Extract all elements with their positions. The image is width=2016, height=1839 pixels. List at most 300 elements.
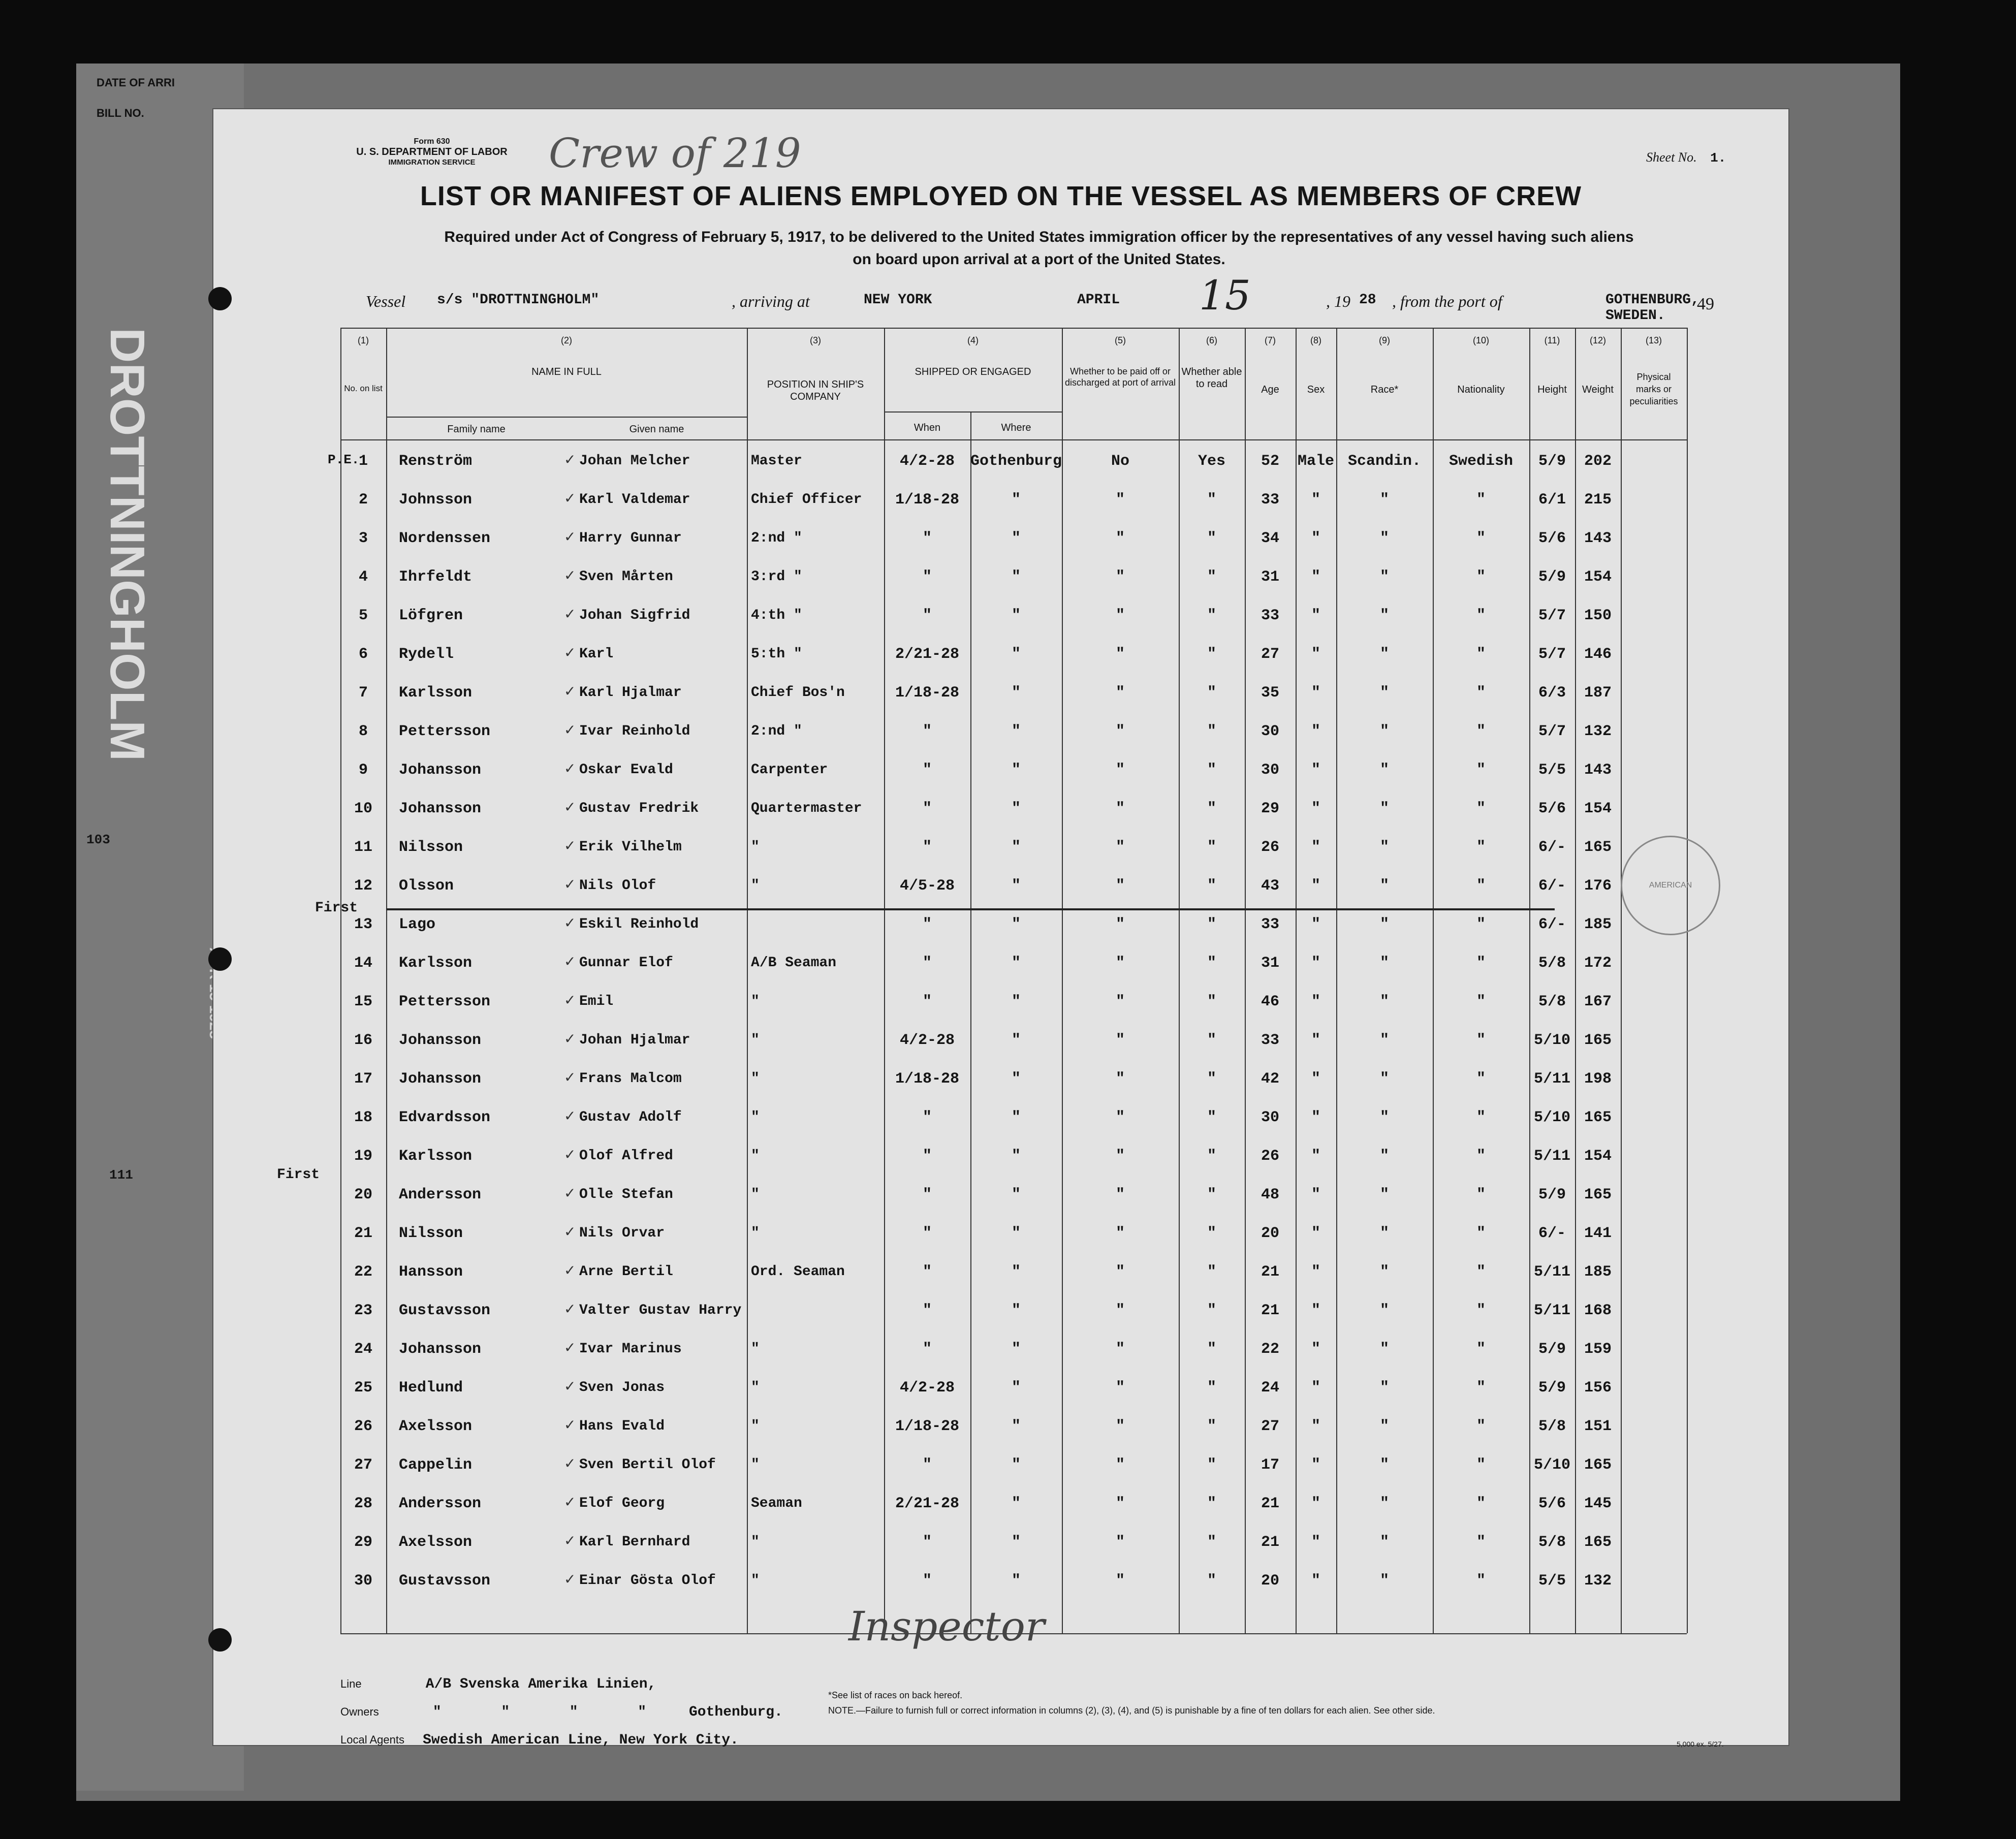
position-cell: " — [751, 1418, 760, 1434]
age-cell: 30 — [1261, 762, 1279, 779]
family-name-cell: Edvardsson — [399, 1109, 491, 1126]
race-cell: " — [1379, 877, 1389, 895]
sex-cell: " — [1311, 1495, 1320, 1512]
height-cell: 6/1 — [1538, 491, 1566, 509]
weight-cell: 165 — [1584, 1109, 1612, 1126]
able-to-read-cell: " — [1207, 1032, 1216, 1049]
col-number: (7) — [1265, 335, 1276, 345]
header-height: Height — [1537, 384, 1567, 395]
row16-margin-note: 111 — [109, 1167, 133, 1183]
family-name-cell: Hedlund — [399, 1379, 463, 1397]
sex-cell: " — [1311, 1032, 1320, 1049]
race-cell: " — [1379, 646, 1389, 663]
vessel-label: Vessel — [366, 292, 406, 310]
weight-cell: 167 — [1584, 993, 1612, 1010]
family-name-cell: Löfgren — [399, 607, 463, 624]
shipped-when-cell: 2/21-28 — [895, 1495, 960, 1512]
given-name-cell: Oskar Evald — [579, 762, 673, 778]
nationality-cell: " — [1476, 1225, 1486, 1242]
owners-label: Owners — [340, 1705, 379, 1718]
weight-cell: 154 — [1584, 1148, 1612, 1165]
nationality-cell: " — [1476, 800, 1486, 817]
family-name-cell: Gustavsson — [399, 1572, 491, 1590]
age-cell: 31 — [1261, 568, 1279, 586]
nationality-cell: " — [1476, 1263, 1486, 1281]
weight-cell: 154 — [1584, 568, 1612, 586]
header-family-name: Family name — [447, 424, 506, 435]
footer-line-row — [340, 1676, 656, 1692]
col-divider — [386, 328, 387, 1633]
given-name-cell: Karl Valdemar — [579, 492, 690, 508]
checkmark-icon: ✓ — [564, 451, 576, 468]
row-number-cell: 17 — [354, 1070, 372, 1088]
col-number: (3) — [810, 335, 821, 345]
paid-off-cell: " — [1115, 1572, 1125, 1590]
checkmark-icon: ✓ — [564, 567, 576, 584]
nationality-cell: " — [1476, 1418, 1486, 1435]
weight-cell: 165 — [1584, 1186, 1612, 1203]
col-divider — [1179, 328, 1180, 1633]
sex-cell: " — [1311, 684, 1320, 702]
age-cell: 33 — [1261, 1032, 1279, 1049]
sex-cell: " — [1311, 1379, 1320, 1397]
shipped-where-cell: " — [1011, 916, 1021, 933]
col-divider — [747, 328, 748, 1633]
given-name-cell: Olle Stefan — [579, 1187, 673, 1202]
sex-cell: " — [1311, 1302, 1320, 1319]
family-name-cell: Cappelin — [399, 1456, 472, 1474]
row-number-cell: 1 — [358, 453, 368, 470]
nationality-cell: " — [1476, 1109, 1486, 1126]
shipped-where-cell: " — [1011, 1379, 1021, 1397]
header-weight: Weight — [1582, 384, 1614, 395]
checkmark-icon: ✓ — [564, 644, 576, 661]
race-cell: Scandin. — [1347, 453, 1422, 470]
checkmark-icon: ✓ — [564, 1455, 576, 1472]
family-name-cell: Johnsson — [399, 491, 472, 509]
able-to-read-cell: " — [1207, 877, 1216, 895]
col-number: (9) — [1379, 335, 1390, 345]
weight-cell: 154 — [1584, 800, 1612, 817]
shipped-where-cell: " — [1011, 800, 1021, 817]
family-name-cell: Olsson — [399, 877, 454, 895]
paid-off-cell: " — [1115, 646, 1125, 663]
sex-cell: " — [1311, 491, 1320, 509]
shipped-where-cell: " — [1011, 723, 1021, 740]
sex-cell: " — [1311, 530, 1320, 547]
strikethrough-line — [386, 908, 1555, 910]
height-cell: 5/7 — [1538, 723, 1566, 740]
shipped-where-cell: " — [1011, 568, 1021, 586]
header-name-in-full: NAME IN FULL — [531, 366, 602, 377]
paid-off-cell: " — [1115, 1148, 1125, 1165]
checkmark-icon: ✓ — [564, 1532, 576, 1549]
shipped-when-cell: 1/18-28 — [895, 1418, 960, 1435]
family-name-cell: Karlsson — [399, 1148, 472, 1165]
sex-cell: " — [1311, 993, 1320, 1010]
able-to-read-cell: " — [1207, 1572, 1216, 1590]
col-number: (5) — [1115, 335, 1126, 345]
arrival-month: APRIL — [1077, 292, 1120, 308]
shipped-when-cell: 4/2-28 — [899, 1379, 955, 1397]
position-cell: " — [751, 1457, 760, 1473]
given-name-cell: Ivar Reinhold — [579, 723, 690, 739]
height-cell: 6/- — [1538, 916, 1566, 933]
nationality-cell: " — [1476, 839, 1486, 856]
row-number-cell: 11 — [354, 839, 372, 856]
race-cell: " — [1379, 530, 1389, 547]
paid-off-cell: " — [1115, 1225, 1125, 1242]
checkmark-icon: ✓ — [564, 914, 576, 931]
weight-cell: 172 — [1584, 955, 1612, 972]
print-info: 5,000 ex. 5/27. — [1677, 1740, 1724, 1748]
header-position: POSITION IN SHIP'S COMPANY — [767, 379, 864, 402]
sex-cell: " — [1311, 1418, 1320, 1435]
weight-cell: 132 — [1584, 723, 1612, 740]
shipped-when-cell: " — [922, 1263, 932, 1281]
row-number-cell: 26 — [354, 1418, 372, 1435]
age-cell: 30 — [1261, 1109, 1279, 1126]
sex-cell: " — [1311, 1109, 1320, 1126]
position-cell: Chief Bos'n — [751, 685, 845, 701]
header-sex: Sex — [1307, 384, 1325, 395]
checkmark-icon: ✓ — [564, 1339, 576, 1356]
height-cell: 5/6 — [1538, 530, 1566, 547]
checkmark-icon: ✓ — [564, 528, 576, 545]
able-to-read-cell: " — [1207, 1534, 1216, 1551]
shipped-when-cell: " — [922, 1148, 932, 1165]
position-cell: Chief Officer — [751, 492, 862, 508]
age-cell: 33 — [1261, 491, 1279, 509]
able-to-read-cell: " — [1207, 530, 1216, 547]
checkmark-icon: ✓ — [564, 1378, 576, 1394]
race-cell: " — [1379, 1263, 1389, 1281]
header-paid-off: Whether to be paid off or discharged at port of arrival — [1064, 366, 1176, 388]
weight-cell: 185 — [1584, 916, 1612, 933]
family-name-cell: Axelsson — [399, 1418, 472, 1435]
age-cell: 29 — [1261, 800, 1279, 817]
shipped-where-cell: " — [1011, 1302, 1021, 1319]
paid-off-cell: " — [1115, 800, 1125, 817]
agents-label: Local Agents — [340, 1733, 404, 1746]
race-cell: " — [1379, 955, 1389, 972]
shipped-where-cell: " — [1011, 1032, 1021, 1049]
age-cell: 30 — [1261, 723, 1279, 740]
family-name-cell: Andersson — [399, 1495, 482, 1512]
pe-marker: P.E. — [328, 452, 360, 467]
shipped-where-cell: " — [1011, 607, 1021, 624]
form-number: Form 630 — [414, 137, 450, 146]
table-right-border — [1687, 328, 1688, 1633]
paid-off-cell: " — [1115, 530, 1125, 547]
family-name-cell: Nilsson — [399, 1225, 463, 1242]
family-name-cell: Rydell — [399, 646, 454, 663]
position-cell: Carpenter — [751, 762, 828, 778]
checkmark-icon: ✓ — [564, 1069, 576, 1086]
able-to-read-cell: " — [1207, 993, 1216, 1010]
weight-cell: 143 — [1584, 530, 1612, 547]
nationality-cell: " — [1476, 1456, 1486, 1474]
position-cell: " — [751, 1573, 760, 1589]
underlying-vessel-name: DROTTNINGHOLM — [100, 328, 154, 762]
weight-cell: 165 — [1584, 1032, 1612, 1049]
height-cell: 5/9 — [1538, 1186, 1566, 1203]
paid-off-cell: " — [1115, 762, 1125, 779]
sex-cell: " — [1311, 607, 1320, 624]
race-cell: " — [1379, 1379, 1389, 1397]
shipped-when-cell: " — [922, 800, 932, 817]
shipped-where-cell: " — [1011, 1263, 1021, 1281]
row-number-cell: 4 — [358, 568, 368, 586]
weight-cell: 151 — [1584, 1418, 1612, 1435]
able-to-read-cell: " — [1207, 1225, 1216, 1242]
race-cell: " — [1379, 491, 1389, 509]
checkmark-icon: ✓ — [564, 1262, 576, 1279]
from-label: , from the port of — [1392, 292, 1502, 310]
able-to-read-cell: " — [1207, 1263, 1216, 1281]
checkmark-icon: ✓ — [564, 490, 576, 506]
race-cell: " — [1379, 1070, 1389, 1088]
weight-cell: 168 — [1584, 1302, 1612, 1319]
shipped-when-cell: 1/18-28 — [895, 684, 960, 702]
page-number: 49 — [1697, 295, 1714, 313]
weight-cell: 187 — [1584, 684, 1612, 702]
age-cell: 21 — [1261, 1302, 1279, 1319]
shipped-where-cell: " — [1011, 491, 1021, 509]
age-cell: 33 — [1261, 916, 1279, 933]
shipped-when-cell: " — [922, 723, 932, 740]
shipped-when-cell: " — [922, 993, 932, 1010]
height-cell: 5/10 — [1533, 1456, 1570, 1474]
family-name-cell: Axelsson — [399, 1534, 472, 1551]
col-number: (1) — [358, 335, 369, 345]
shipped-when-cell: " — [922, 1302, 932, 1319]
age-cell: 43 — [1261, 877, 1279, 895]
checkmark-icon: ✓ — [564, 760, 576, 777]
shipped-where-cell: " — [1011, 1148, 1021, 1165]
shipped-where-cell: " — [1011, 762, 1021, 779]
able-to-read-cell: " — [1207, 491, 1216, 509]
position-cell: 4:th " — [751, 608, 802, 623]
able-to-read-cell: " — [1207, 916, 1216, 933]
shipped-when-cell: " — [922, 1225, 932, 1242]
given-name-cell: Nils Olof — [579, 878, 656, 894]
sheet-label: Sheet No. — [1646, 150, 1697, 165]
weight-cell: 143 — [1584, 762, 1612, 779]
shipped-when-cell: " — [922, 1109, 932, 1126]
vessel-name: s/s "DROTTNINGHOLM" — [437, 292, 600, 308]
able-to-read-cell: " — [1207, 1109, 1216, 1126]
shipped-when-cell: 4/5-28 — [899, 877, 955, 895]
height-cell: 5/11 — [1533, 1302, 1570, 1319]
able-to-read-cell: " — [1207, 723, 1216, 740]
race-cell: " — [1379, 723, 1389, 740]
nationality-cell: " — [1476, 877, 1486, 895]
age-cell: 22 — [1261, 1341, 1279, 1358]
row12-first-note: First — [315, 900, 358, 916]
height-cell: 6/3 — [1538, 684, 1566, 702]
nationality-cell: Swedish — [1448, 453, 1514, 470]
row-number-cell: 6 — [358, 646, 368, 663]
given-name-cell: Arne Bertil — [579, 1264, 673, 1280]
line-label: Line — [340, 1677, 362, 1690]
checkmark-icon: ✓ — [564, 1107, 576, 1124]
weight-cell: 146 — [1584, 646, 1612, 663]
shipped-where-cell: " — [1011, 955, 1021, 972]
weight-cell: 159 — [1584, 1341, 1612, 1358]
age-cell: 52 — [1261, 453, 1279, 470]
race-cell: " — [1379, 800, 1389, 817]
able-to-read-cell: " — [1207, 684, 1216, 702]
row-number-cell: 19 — [354, 1148, 372, 1165]
shipped-when-cell: " — [922, 839, 932, 856]
given-name-cell: Gustav Fredrik — [579, 801, 699, 816]
age-cell: 35 — [1261, 684, 1279, 702]
shipped-where-cell: " — [1011, 1534, 1021, 1551]
able-to-read-cell: " — [1207, 800, 1216, 817]
height-cell: 6/- — [1538, 877, 1566, 895]
shipped-where-cell: " — [1011, 1572, 1021, 1590]
given-name-cell: Ivar Marinus — [579, 1341, 682, 1357]
family-name-cell: Gustavsson — [399, 1302, 491, 1319]
paid-off-cell: " — [1115, 1302, 1125, 1319]
shipped-when-cell: " — [922, 1534, 932, 1551]
inspection-stamp: AMERICAN — [1621, 836, 1720, 935]
age-cell: 27 — [1261, 646, 1279, 663]
given-name-cell: Emil — [579, 994, 614, 1009]
shipped-where-cell: " — [1011, 646, 1021, 663]
nationality-cell: " — [1476, 1341, 1486, 1358]
sex-cell: " — [1311, 568, 1320, 586]
position-cell: " — [751, 1341, 760, 1357]
sex-cell: " — [1311, 955, 1320, 972]
sex-cell: " — [1311, 723, 1320, 740]
given-name-cell: Harry Gunnar — [579, 530, 682, 546]
able-to-read-cell: " — [1207, 1186, 1216, 1203]
height-cell: 5/9 — [1538, 568, 1566, 586]
height-cell: 5/9 — [1538, 1341, 1566, 1358]
name-subheader-line — [386, 417, 747, 418]
given-name-cell: Sven Mårten — [579, 569, 673, 585]
family-name-cell: Johansson — [399, 1032, 482, 1049]
weight-cell: 145 — [1584, 1495, 1612, 1512]
shipped-when-cell: " — [922, 1341, 932, 1358]
age-cell: 21 — [1261, 1495, 1279, 1512]
table-left-border — [340, 328, 341, 1633]
shipped-subheader-line — [884, 411, 1062, 413]
race-cell: " — [1379, 1341, 1389, 1358]
age-cell: 34 — [1261, 530, 1279, 547]
family-name-cell: Ihrfeldt — [399, 568, 472, 586]
age-cell: 24 — [1261, 1379, 1279, 1397]
sheet-value: 1. — [1710, 150, 1726, 166]
nationality-cell: " — [1476, 684, 1486, 702]
shipped-when-cell: 2/21-28 — [895, 646, 960, 663]
underlying-bill-label: BILL NO. — [97, 107, 144, 119]
able-to-read-cell: " — [1207, 1070, 1216, 1088]
nationality-cell: " — [1476, 491, 1486, 509]
paid-off-cell: " — [1115, 1418, 1125, 1435]
race-cell: " — [1379, 1148, 1389, 1165]
paid-off-cell: " — [1115, 1456, 1125, 1474]
row-number-cell: 10 — [354, 800, 372, 817]
able-to-read-cell: " — [1207, 839, 1216, 856]
col-divider — [1062, 328, 1063, 1633]
race-cell: " — [1379, 1186, 1389, 1203]
position-cell: 5:th " — [751, 646, 802, 662]
weight-cell: 132 — [1584, 1572, 1612, 1590]
nationality-cell: " — [1476, 762, 1486, 779]
age-cell: 21 — [1261, 1263, 1279, 1281]
header-shipped: SHIPPED OR ENGAGED — [915, 366, 1031, 377]
height-cell: 5/11 — [1533, 1148, 1570, 1165]
race-cell: " — [1379, 1418, 1389, 1435]
checkmark-icon: ✓ — [564, 1185, 576, 1201]
able-to-read-cell: " — [1207, 568, 1216, 586]
col-divider — [1296, 328, 1297, 1633]
able-to-read-cell: " — [1207, 1495, 1216, 1512]
line-value: A/B Svenska Amerika Linien, — [425, 1676, 656, 1692]
height-cell: 5/10 — [1533, 1109, 1570, 1126]
col-number: (8) — [1310, 335, 1321, 345]
nationality-cell: " — [1476, 1070, 1486, 1088]
col-number: (13) — [1645, 335, 1662, 345]
given-name-cell: Elof Georg — [579, 1496, 665, 1511]
height-cell: 5/7 — [1538, 646, 1566, 663]
family-name-cell: Pettersson — [399, 723, 491, 740]
col-number: (11) — [1544, 335, 1560, 345]
col-divider — [970, 411, 971, 1633]
departure-port: GOTHENBURG, SWEDEN. — [1605, 292, 1699, 324]
position-cell: " — [751, 1109, 760, 1125]
row-number-cell: 27 — [354, 1456, 372, 1474]
shipped-where-cell: " — [1011, 1186, 1021, 1203]
arriving-label: , arriving at — [732, 292, 810, 310]
shipped-where-cell: " — [1011, 1341, 1021, 1358]
checkmark-icon: ✓ — [564, 1416, 576, 1433]
family-name-cell: Lago — [399, 916, 436, 933]
family-name-cell: Nilsson — [399, 839, 463, 856]
family-name-cell: Johansson — [399, 762, 482, 779]
nationality-cell: " — [1476, 1032, 1486, 1049]
age-cell: 26 — [1261, 839, 1279, 856]
table-header-line — [340, 439, 1687, 440]
paid-off-cell: " — [1115, 1495, 1125, 1512]
position-cell: 2:nd " — [751, 530, 802, 546]
row-number-cell: 2 — [358, 491, 368, 509]
sex-cell: " — [1311, 1572, 1320, 1590]
nationality-cell: " — [1476, 1186, 1486, 1203]
height-cell: 5/10 — [1533, 1032, 1570, 1049]
position-cell: " — [751, 1148, 760, 1164]
row-number-cell: 14 — [354, 955, 372, 972]
given-name-cell: Hans Evald — [579, 1418, 665, 1434]
shipped-where-cell: " — [1011, 1418, 1021, 1435]
sex-cell: " — [1311, 1070, 1320, 1088]
weight-cell: 198 — [1584, 1070, 1612, 1088]
sex-cell: " — [1311, 762, 1320, 779]
sex-cell: " — [1311, 1534, 1320, 1551]
height-cell: 6/- — [1538, 839, 1566, 856]
sex-cell: " — [1311, 1341, 1320, 1358]
nationality-cell: " — [1476, 1379, 1486, 1397]
race-cell: " — [1379, 993, 1389, 1010]
family-name-cell: Renström — [399, 453, 472, 470]
family-name-cell: Johansson — [399, 1070, 482, 1088]
row-number-cell: 21 — [354, 1225, 372, 1242]
position-cell: " — [751, 1225, 760, 1241]
col-number: (2) — [561, 335, 572, 345]
